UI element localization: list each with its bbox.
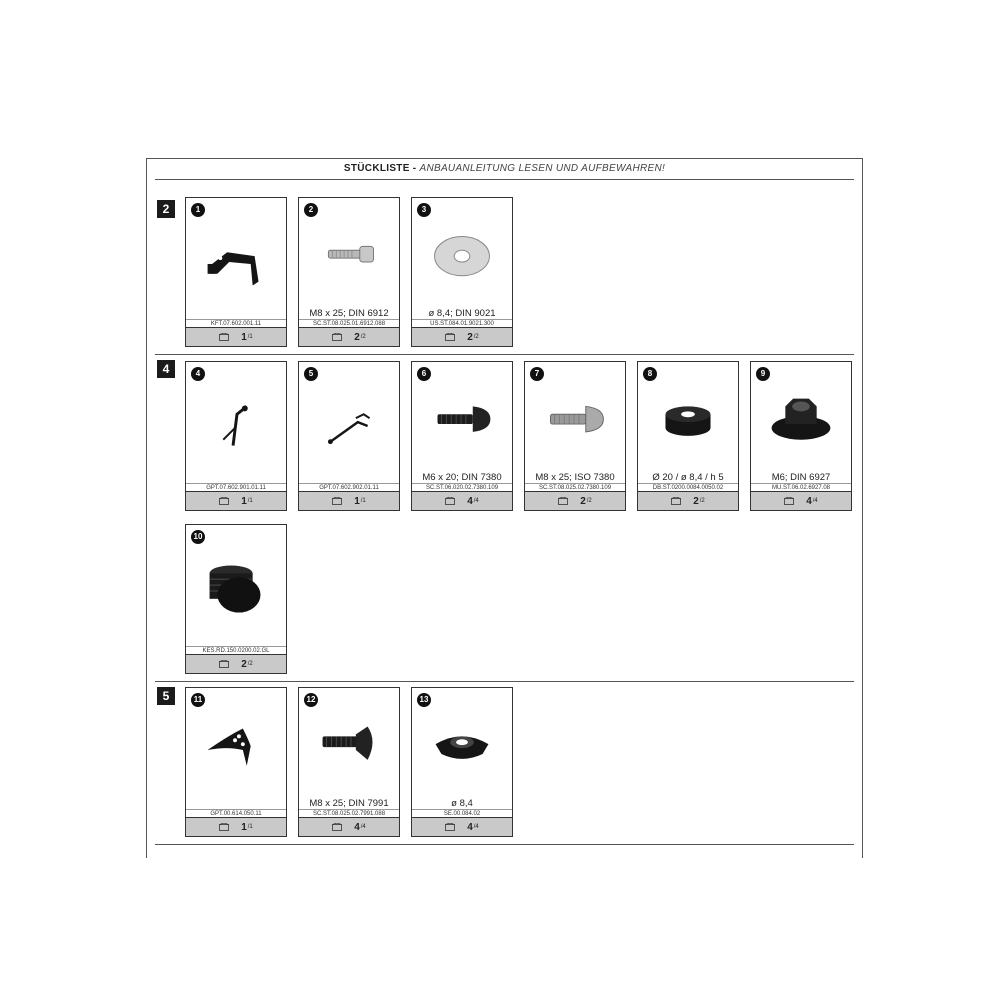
package-icon	[219, 660, 229, 668]
part-code: GPT.00.614.050.11	[186, 809, 286, 819]
countersunk-screw-icon	[301, 710, 397, 796]
part-spec: M8 x 25; ISO 7380	[535, 472, 615, 483]
quantity-count: 4	[354, 821, 360, 833]
part-code: SC.ST.08.025.02.7991.088	[299, 809, 399, 819]
part-quantity	[525, 491, 625, 510]
part-card-7[interactable]	[524, 361, 626, 511]
strut-icon	[301, 384, 397, 470]
part-quantity	[186, 491, 286, 510]
part-number-badge: 13	[417, 693, 431, 707]
part-card-8[interactable]	[637, 361, 739, 511]
quantity-total: /2	[586, 498, 592, 504]
part-quantity	[299, 491, 399, 510]
bracket-icon	[188, 220, 284, 306]
part-code: KES.RD.150.0200.02.GL	[186, 646, 286, 656]
part-code: GPT.07.602.902.01.11	[299, 483, 399, 493]
part-card-13[interactable]	[411, 687, 513, 837]
part-quantity	[412, 817, 512, 836]
part-card-4[interactable]	[185, 361, 287, 511]
quantity-total: /1	[360, 498, 366, 504]
quantity-count: 1	[241, 821, 247, 833]
part-code: DB.ST.0200.0084.0050.02	[638, 483, 738, 493]
part-quantity	[186, 327, 286, 346]
package-icon	[671, 497, 681, 505]
part-quantity	[638, 491, 738, 510]
part-number-badge: 1	[191, 203, 205, 217]
part-card-1[interactable]	[185, 197, 287, 347]
quantity-total: /4	[473, 824, 479, 830]
part-spec: M8 x 25; DIN 7991	[309, 798, 389, 809]
quantity-total: /1	[247, 334, 253, 340]
part-number-badge: 8	[643, 367, 657, 381]
quantity-count: 2	[241, 658, 247, 670]
quantity-count: 2	[580, 495, 586, 507]
part-card-10[interactable]	[185, 524, 287, 674]
part-number-badge: 2	[304, 203, 318, 217]
part-spec: M8 x 25; DIN 6912	[309, 308, 389, 319]
washer-icon	[414, 220, 510, 306]
part-spec: M6; DIN 6927	[771, 472, 831, 483]
package-icon	[332, 497, 342, 505]
quantity-count: 2	[693, 495, 699, 507]
part-quantity	[186, 654, 286, 673]
part-code: US.ST.084.01.9021.300	[412, 319, 512, 329]
part-quantity	[299, 817, 399, 836]
quantity-total: /4	[473, 498, 479, 504]
parts-list-subtitle: ANBAUANLEITUNG LESEN UND AUFBEWAHREN!	[419, 163, 666, 174]
spacer-icon	[640, 384, 736, 470]
section-number-5: 5	[157, 687, 175, 705]
package-icon	[445, 333, 455, 341]
quantity-total: /2	[360, 334, 366, 340]
part-number-badge: 11	[191, 693, 205, 707]
package-icon	[558, 497, 568, 505]
quantity-count: 1	[241, 495, 247, 507]
part-spec: ø 8,4	[451, 798, 473, 809]
part-card-5[interactable]	[298, 361, 400, 511]
button-screw-icon	[414, 384, 510, 470]
part-code: GPT.07.602.901.01.11	[186, 483, 286, 493]
part-card-2[interactable]	[298, 197, 400, 347]
section-number-2: 2	[157, 200, 175, 218]
parts-list-sheet	[146, 158, 863, 858]
package-icon	[219, 333, 229, 341]
button-screw-icon	[527, 384, 623, 470]
part-number-badge: 4	[191, 367, 205, 381]
part-card-11[interactable]	[185, 687, 287, 837]
part-code: SC.ST.06.020.02.7380.109	[412, 483, 512, 493]
part-quantity	[412, 491, 512, 510]
part-code: SC.ST.08.025.02.7380.109	[525, 483, 625, 493]
package-icon	[219, 823, 229, 831]
parts-list-header	[155, 159, 854, 180]
quantity-total: /4	[812, 498, 818, 504]
part-number-badge: 7	[530, 367, 544, 381]
quantity-count: 4	[467, 821, 473, 833]
conical-washer-icon	[414, 710, 510, 796]
part-card-3[interactable]	[411, 197, 513, 347]
strut-icon	[188, 384, 284, 470]
part-quantity	[299, 327, 399, 346]
section-number-4: 4	[157, 360, 175, 378]
quantity-count: 4	[467, 495, 473, 507]
part-number-badge: 10	[191, 530, 205, 544]
part-card-6[interactable]	[411, 361, 513, 511]
part-code: SC.ST.08.025.01.6912.088	[299, 319, 399, 329]
package-icon	[219, 497, 229, 505]
part-spec: ø 8,4; DIN 9021	[428, 308, 496, 319]
section-divider	[155, 354, 854, 355]
package-icon	[332, 333, 342, 341]
plate-icon	[188, 710, 284, 796]
section-divider	[155, 844, 854, 845]
package-icon	[445, 497, 455, 505]
part-number-badge: 5	[304, 367, 318, 381]
part-number-badge: 12	[304, 693, 318, 707]
quantity-total: /2	[699, 498, 705, 504]
part-quantity	[186, 817, 286, 836]
part-number-badge: 6	[417, 367, 431, 381]
quantity-total: /4	[360, 824, 366, 830]
quantity-total: /1	[247, 498, 253, 504]
section-divider	[155, 681, 854, 682]
part-code: SE.00.084.02	[412, 809, 512, 819]
quantity-count: 1	[241, 331, 247, 343]
part-code: KFT.07.602.001.11	[186, 319, 286, 329]
part-quantity	[412, 327, 512, 346]
package-icon	[445, 823, 455, 831]
quantity-total: /2	[247, 661, 253, 667]
part-code: MU.ST.06.02.6927.08	[751, 483, 851, 493]
quantity-count: 2	[467, 331, 473, 343]
quantity-total: /1	[247, 824, 253, 830]
part-card-9[interactable]	[750, 361, 852, 511]
quantity-total: /2	[473, 334, 479, 340]
part-spec: M6 x 20; DIN 7380	[422, 472, 502, 483]
quantity-count: 4	[806, 495, 812, 507]
part-number-badge: 9	[756, 367, 770, 381]
package-icon	[784, 497, 794, 505]
end-cap-icon	[188, 547, 284, 633]
part-card-12[interactable]	[298, 687, 400, 837]
quantity-count: 2	[354, 331, 360, 343]
package-icon	[332, 823, 342, 831]
part-spec: Ø 20 / ø 8,4 / h 5	[652, 472, 724, 483]
quantity-count: 1	[354, 495, 360, 507]
parts-list-title: STÜCKLISTE -	[343, 163, 417, 174]
flange-nut-icon	[753, 384, 849, 470]
part-quantity	[751, 491, 851, 510]
silver-screw-icon	[301, 220, 397, 306]
part-number-badge: 3	[417, 203, 431, 217]
